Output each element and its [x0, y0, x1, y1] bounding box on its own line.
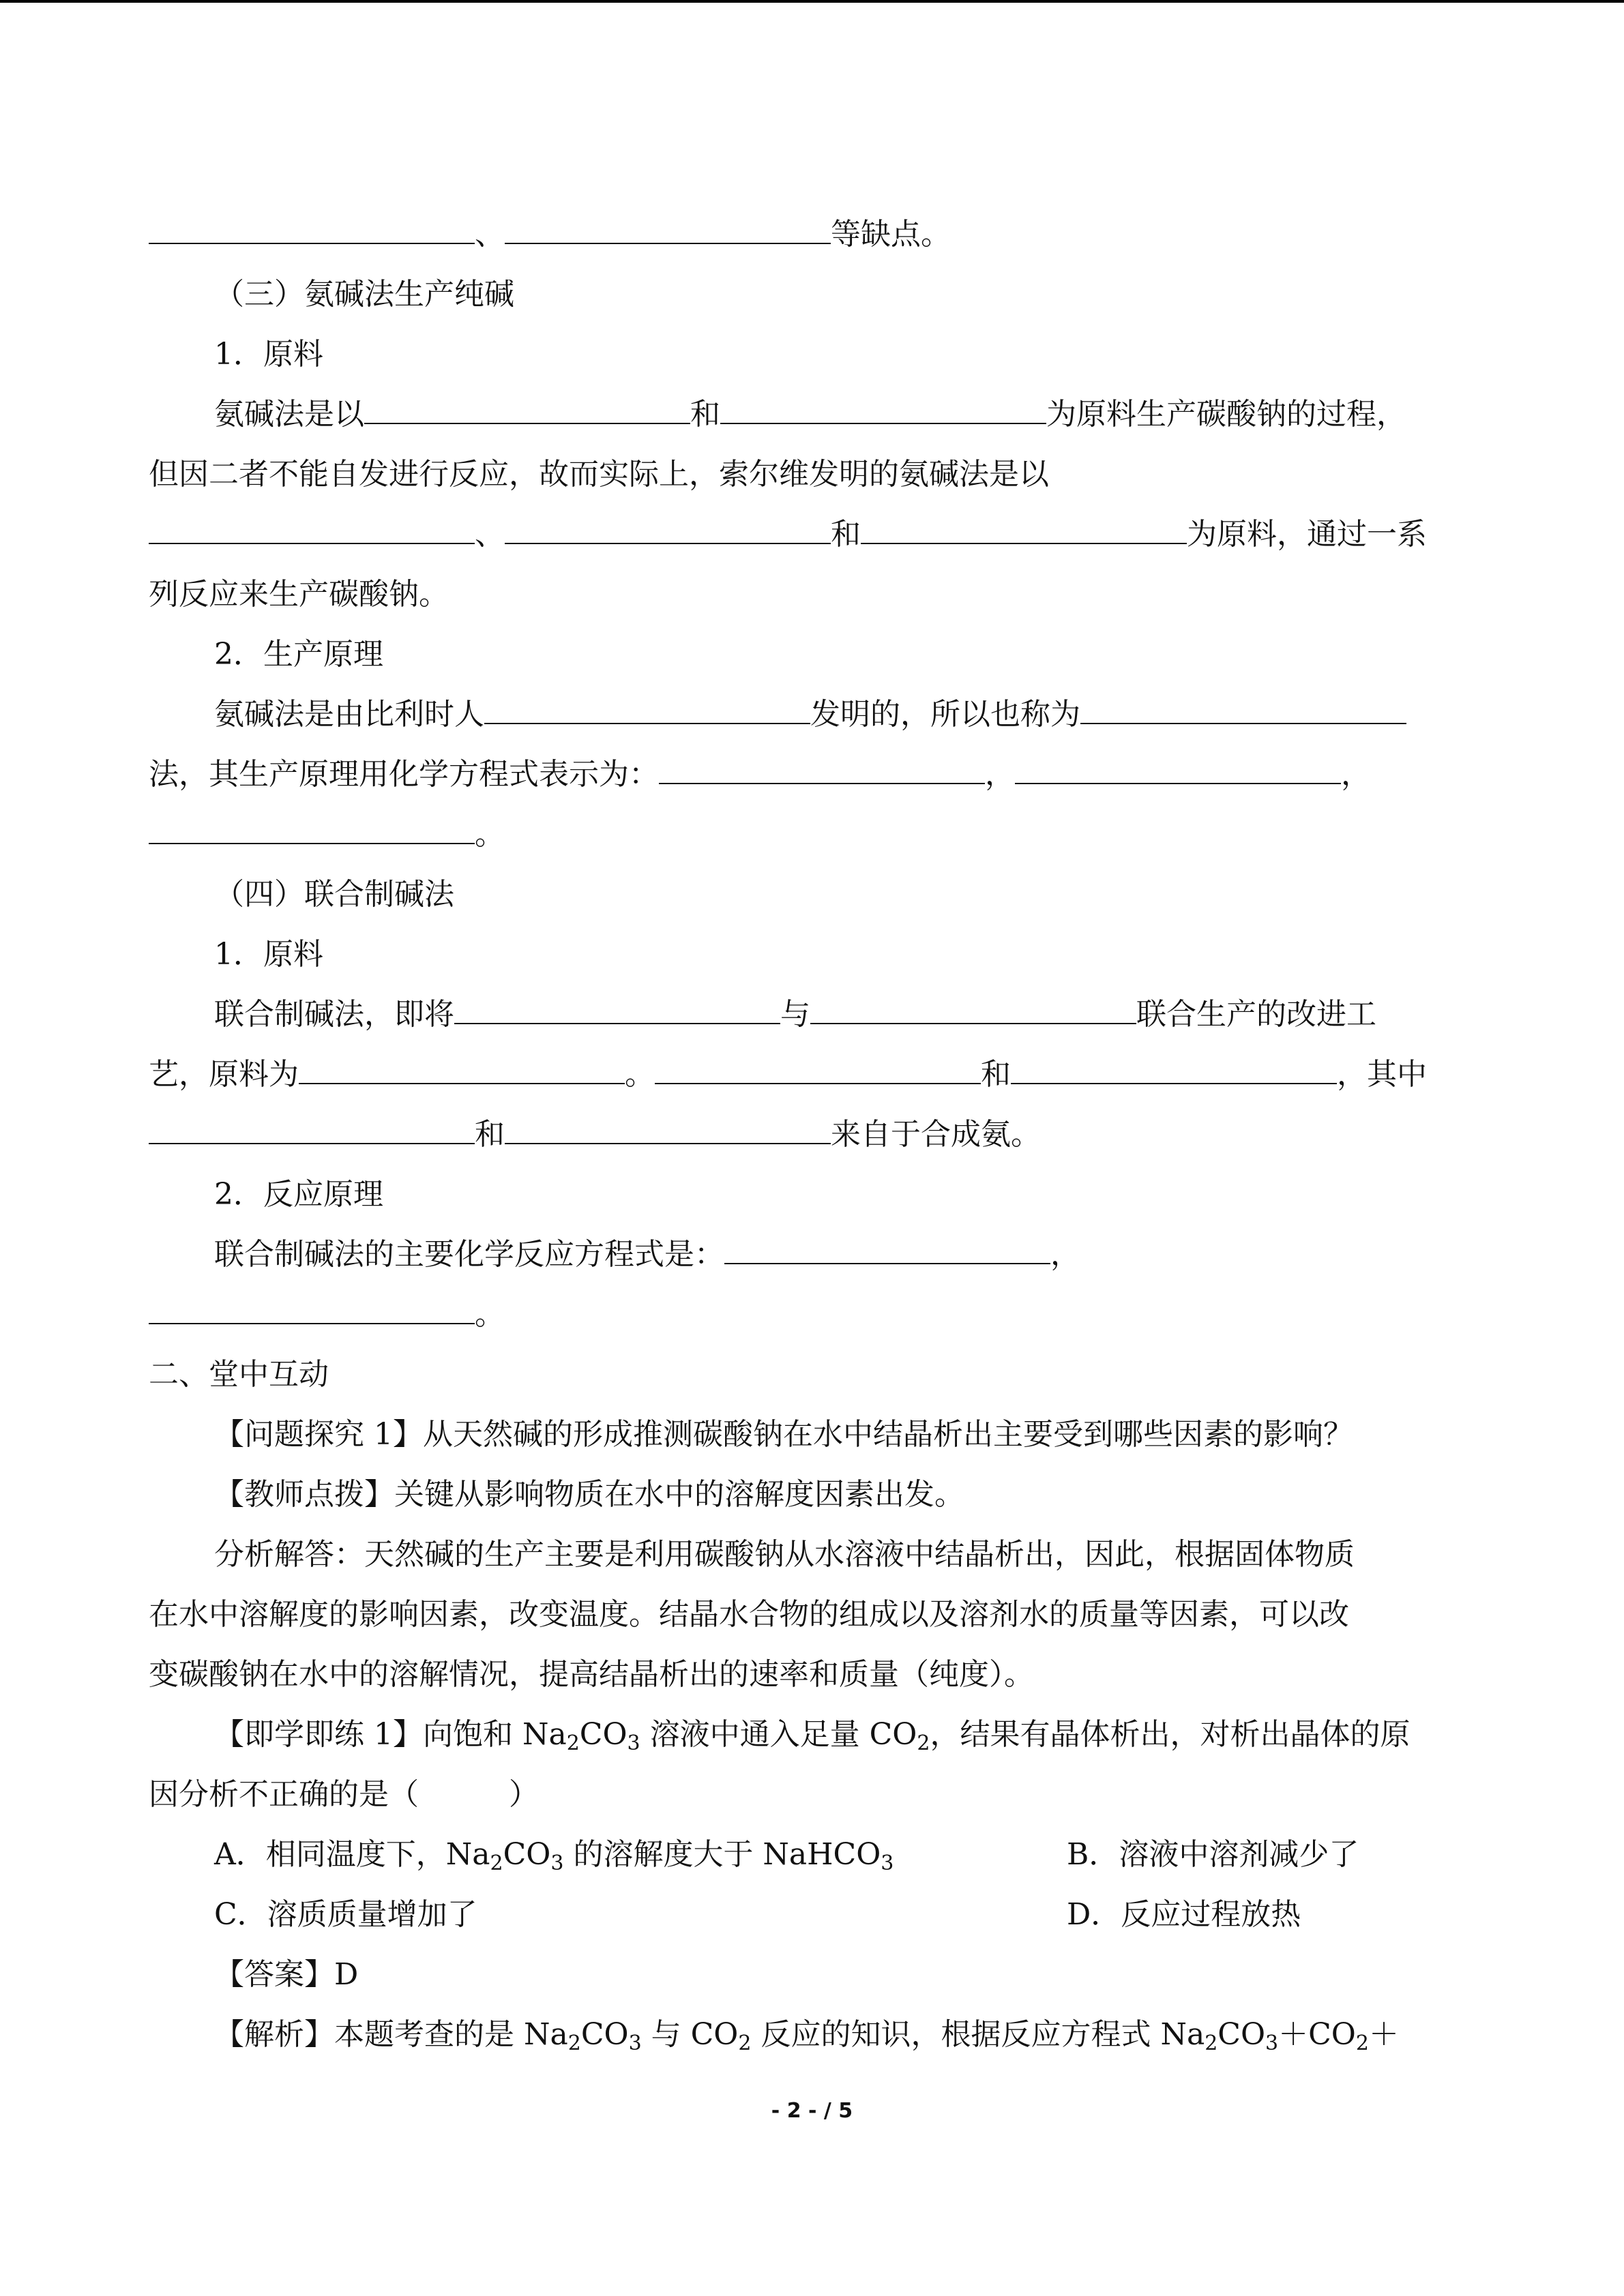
text: 与 CO — [641, 2017, 739, 2052]
text-line — [149, 1705, 1479, 1765]
subtitle-text: 1．原料 — [214, 337, 323, 372]
text: 【问题探究 1】从天然碱的形成推测碳酸钠在水中结晶析出主要受到哪些因素的影响？ — [214, 1417, 1353, 1452]
answer-line — [149, 1945, 1479, 2005]
subscript: 3 — [881, 1851, 894, 1875]
text-line — [149, 1405, 1479, 1465]
text: 变碳酸钠在水中的溶解情况，提高结晶析出的速率和质量（纯度）。 — [149, 1657, 1034, 1692]
text: 。 — [625, 1057, 655, 1092]
option-c[interactable] — [214, 1885, 1067, 1945]
fill-blank[interactable] — [505, 505, 831, 544]
fill-blank[interactable] — [720, 385, 1046, 424]
text: 法，其生产原理用化学方程式表示为： — [149, 757, 659, 792]
text: CO — [503, 1837, 551, 1872]
text: ， — [1050, 1237, 1080, 1272]
text: D．反应过程放热 — [1067, 1897, 1301, 1932]
fill-blank[interactable] — [655, 1045, 981, 1084]
text: 的溶解度大于 NaHCO — [563, 1837, 881, 1872]
fill-blank[interactable] — [1015, 745, 1341, 784]
fill-blank[interactable] — [724, 1225, 1050, 1264]
subscript: 3 — [628, 2031, 642, 2055]
text: 艺，原料为 — [149, 1057, 299, 1092]
text: C．溶质质量增加了 — [214, 1897, 477, 1932]
fill-blank[interactable] — [149, 1105, 475, 1144]
text: 和 — [690, 397, 720, 432]
option-d[interactable] — [1067, 1885, 1301, 1945]
fill-blank[interactable] — [149, 805, 475, 844]
heading-text: （四）联合制碱法 — [214, 877, 454, 912]
subsection-title — [149, 625, 1479, 685]
text: 和 — [981, 1057, 1011, 1092]
text-line — [149, 205, 1479, 265]
options-row — [149, 1885, 1479, 1945]
document-page — [149, 205, 1479, 2065]
subtitle-text: 1．原料 — [214, 937, 323, 972]
fill-blank[interactable] — [861, 505, 1187, 544]
heading-text: 二、堂中互动 — [149, 1357, 329, 1392]
fill-blank[interactable] — [505, 1105, 831, 1144]
text-line — [149, 1645, 1479, 1705]
text: 【即学即练 1】向饱和 Na — [214, 1717, 567, 1752]
subscript: 2 — [738, 2031, 752, 2055]
text-line — [149, 1585, 1479, 1645]
text: ，其中 — [1337, 1057, 1427, 1092]
text-line — [149, 1525, 1479, 1585]
text-line — [149, 1105, 1479, 1165]
text: ＋CO — [1278, 2017, 1356, 2052]
text: CO — [579, 1717, 628, 1752]
text: ，结果有晶体析出，对析出晶体的原 — [930, 1717, 1411, 1752]
text: 溶液中通入足量 CO — [640, 1717, 917, 1752]
subscript: 2 — [567, 2031, 581, 2055]
subscript: 2 — [1355, 2031, 1369, 2055]
fill-blank[interactable] — [149, 205, 475, 244]
text: 分析解答：天然碱的生产主要是利用碳酸钠从水溶液中结晶析出，因此，根据固体物质 — [214, 1537, 1355, 1572]
heading-text: （三）氨碱法生产纯碱 — [214, 277, 514, 312]
option-a[interactable] — [214, 1825, 1067, 1885]
text: 列反应来生产碳酸钠。 — [149, 577, 449, 612]
subsection-title — [149, 1165, 1479, 1225]
text: B．溶液中溶剂减少了 — [1067, 1837, 1359, 1872]
text: CO — [1217, 2017, 1266, 2052]
text: ， — [985, 757, 1015, 792]
text: CO — [580, 2017, 629, 2052]
text-line — [149, 1765, 1479, 1825]
subscript: 2 — [490, 1851, 503, 1875]
text-line — [149, 445, 1479, 505]
text: 氨碱法是以 — [214, 397, 364, 432]
text: 联合制碱法的主要化学反应方程式是： — [214, 1237, 724, 1272]
text-line — [149, 385, 1479, 445]
subscript: 2 — [1205, 2031, 1218, 2055]
text: 和 — [475, 1117, 505, 1152]
text: 、 — [475, 217, 505, 252]
subscript: 2 — [566, 1731, 580, 1755]
text: 。 — [475, 1297, 505, 1332]
text: 与 — [780, 997, 810, 1032]
option-b[interactable] — [1067, 1825, 1359, 1885]
text: 和 — [831, 517, 861, 552]
text-line — [149, 745, 1479, 805]
section-heading — [149, 865, 1479, 925]
options-row — [149, 1825, 1479, 1885]
text: 为原料，通过一系 — [1187, 517, 1427, 552]
text: ， — [1341, 757, 1371, 792]
text: 来自于合成氨。 — [831, 1117, 1041, 1152]
top-border-line — [0, 0, 1624, 3]
fill-blank[interactable] — [149, 505, 475, 544]
part-heading — [149, 1345, 1479, 1405]
text: 在水中溶解度的影响因素，改变温度。结晶水合物的组成以及溶剂水的质量等因素，可以改 — [149, 1597, 1349, 1632]
text: 、 — [475, 517, 505, 552]
fill-blank[interactable] — [484, 685, 810, 724]
text: 。 — [475, 817, 505, 852]
text-line — [149, 565, 1479, 625]
text: 等缺点。 — [831, 217, 951, 252]
fill-blank[interactable] — [364, 385, 690, 424]
fill-blank[interactable] — [149, 1285, 475, 1324]
text: 反应的知识，根据反应方程式 Na — [751, 2017, 1205, 2052]
fill-blank[interactable] — [299, 1045, 625, 1084]
answer-text: 【答案】D — [214, 1957, 359, 1992]
text: 【教师点拨】关键从影响物质在水中的溶解度因素出发。 — [214, 1477, 964, 1512]
text: A．相同温度下，Na — [214, 1837, 490, 1872]
text: 联合制碱法，即将 — [214, 997, 454, 1032]
subtitle-text: 2．反应原理 — [214, 1177, 383, 1212]
fill-blank[interactable] — [454, 985, 780, 1024]
text: 氨碱法是由比利时人 — [214, 697, 484, 732]
fill-blank[interactable] — [505, 205, 831, 244]
text: 发明的，所以也称为 — [810, 697, 1080, 732]
subscript: 3 — [1265, 2031, 1279, 2055]
subscript: 2 — [917, 1731, 930, 1755]
fill-blank[interactable] — [1080, 685, 1406, 724]
text: 但因二者不能自发进行反应，故而实际上，索尔维发明的氨碱法是以 — [149, 457, 1049, 492]
subsection-title — [149, 325, 1479, 385]
subscript: 3 — [627, 1731, 640, 1755]
text-line — [149, 505, 1479, 565]
text: ＋ — [1368, 2017, 1399, 2052]
text: 为原料生产碳酸钠的过程， — [1046, 397, 1406, 432]
text: 【解析】本题考查的是 Na — [214, 2017, 568, 2052]
text: 联合生产的改进工 — [1136, 997, 1376, 1032]
page-number: - 2 - / 5 — [771, 2099, 853, 2123]
section-heading — [149, 265, 1479, 325]
text-line — [149, 985, 1479, 1045]
text-line — [149, 2005, 1479, 2065]
fill-blank[interactable] — [659, 745, 985, 784]
text-line — [149, 685, 1479, 745]
subtitle-text: 2．生产原理 — [214, 637, 383, 672]
text-line — [149, 805, 1479, 865]
text-line — [149, 1465, 1479, 1525]
subsection-title — [149, 925, 1479, 985]
text-line — [149, 1285, 1479, 1345]
text: 因分析不正确的是（ ） — [149, 1777, 539, 1812]
fill-blank[interactable] — [1011, 1045, 1337, 1084]
fill-blank[interactable] — [810, 985, 1136, 1024]
text-line — [149, 1045, 1479, 1105]
text-line — [149, 1225, 1479, 1285]
subscript: 3 — [550, 1851, 564, 1875]
